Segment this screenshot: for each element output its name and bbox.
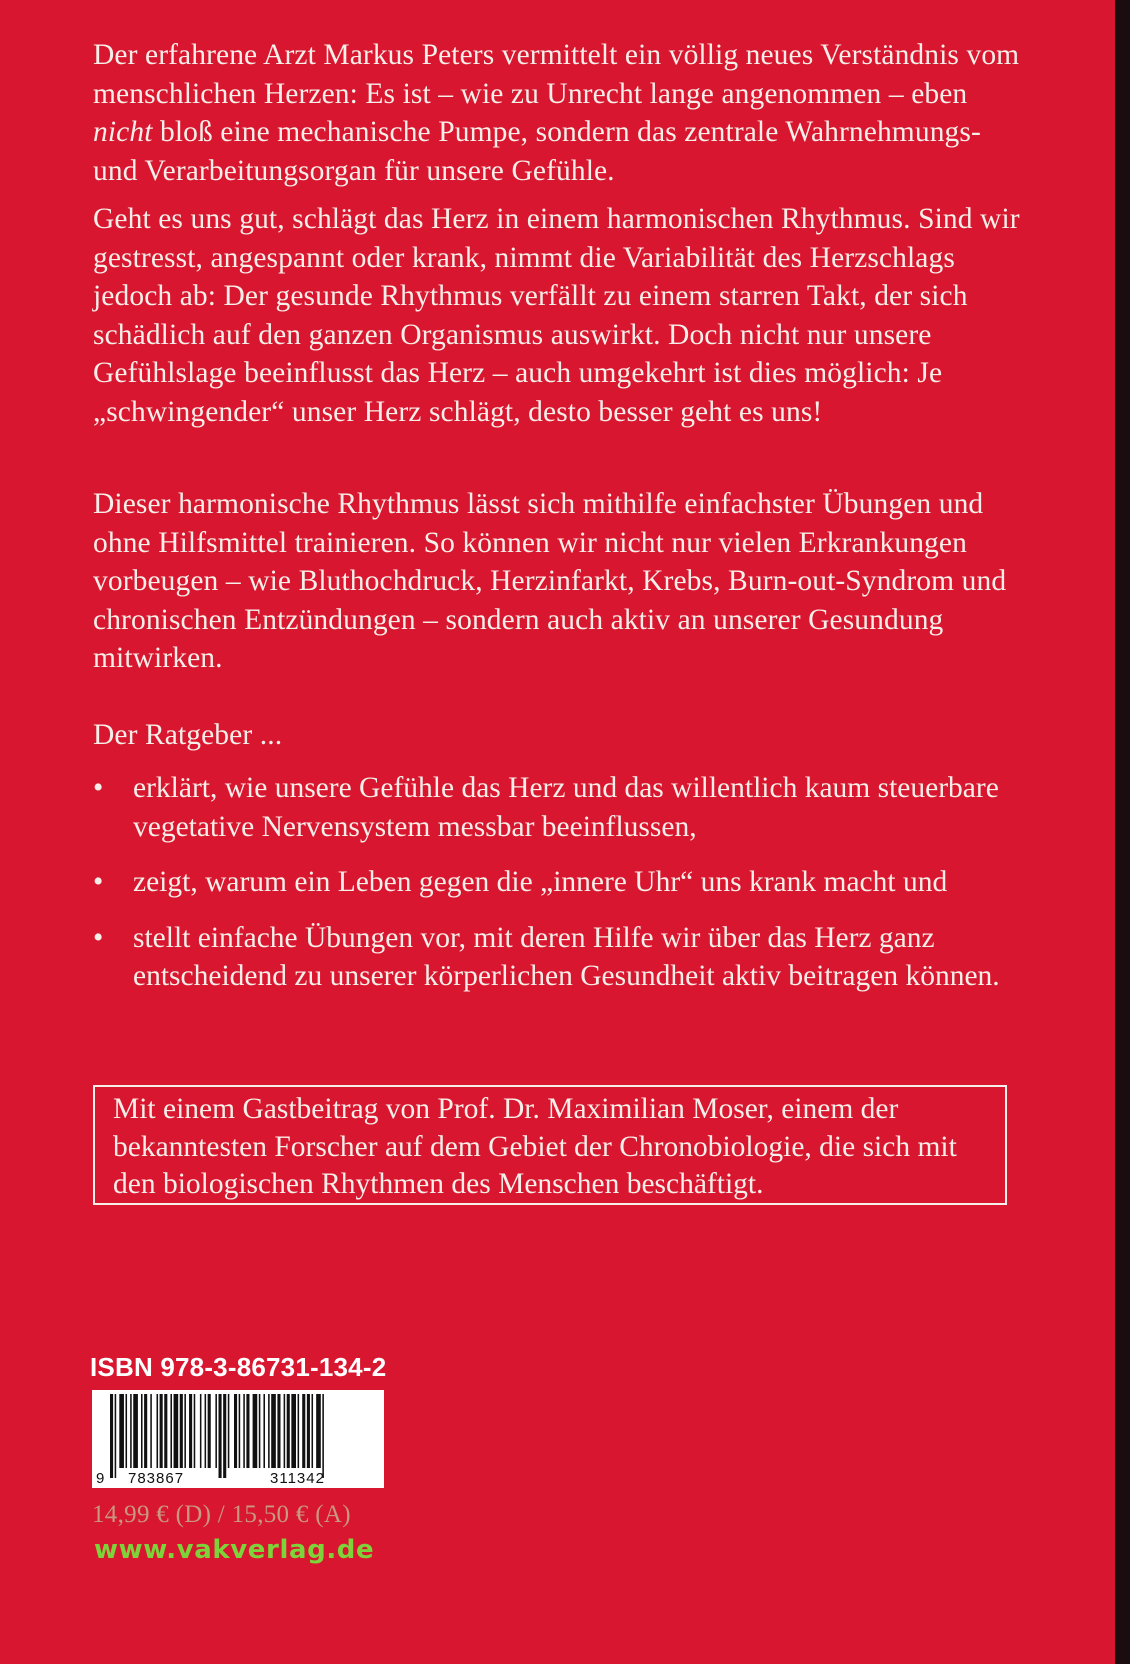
barcode-bar xyxy=(243,1394,245,1468)
barcode-bar xyxy=(150,1394,152,1468)
barcode-bar xyxy=(133,1394,138,1468)
website-url: www.vakverlag.de xyxy=(94,1535,375,1565)
guest-contribution-text: Mit einem Gastbeitrag von Prof. Dr. Maximilian Moser, einem der bekanntesten Forscher auf dem Gebiet der Chronobiologie, die sich mit den biologischen Rhythmen des Menschen beschäftigt. xyxy=(113,1093,957,1200)
barcode-bar xyxy=(287,1394,290,1468)
barcode-bar xyxy=(246,1394,249,1468)
bullet-icon: • xyxy=(93,921,104,954)
list-item-text: stellt einfache Übungen vor, mit deren Hilfe wir über das Herz ganz entscheidend zu unserer körperlichen Gesundheit aktiv beitragen können. xyxy=(133,921,1000,993)
barcode-digits-right: 311342 xyxy=(270,1470,325,1487)
intro-text-start: Der erfahrene Arzt Markus Peters vermittelt ein völlig neues Verständnis vom menschlichen Herzen: Es ist – wie zu Unrecht lange angenommen – eben xyxy=(93,39,1020,110)
barcode-bar xyxy=(164,1394,167,1468)
barcode-bar xyxy=(223,1394,226,1478)
list-item-text: erklärt, wie unsere Gefühle das Herz und das willentlich kaum steuerbare vegetative Nervensystem messbar beeinflussen, xyxy=(133,772,999,843)
barcode-bar xyxy=(141,1394,143,1468)
barcode-bar xyxy=(119,1394,124,1468)
barcode-bar xyxy=(284,1394,286,1468)
barcode-bar xyxy=(194,1394,196,1468)
barcode-bar xyxy=(219,1394,222,1478)
barcode-bar xyxy=(144,1394,147,1468)
price-label: 14,99 € (D) / 15,50 € (A) xyxy=(92,1501,351,1528)
barcode-bar xyxy=(174,1394,179,1468)
intro-text-end: bloß eine mechanische Pumpe, sondern das zentrale Wahrnehmungs- und Verarbeitungsorgan für unsere Gefühle. xyxy=(93,116,981,187)
barcode-bar xyxy=(234,1394,237,1468)
barcode-bar xyxy=(208,1394,211,1468)
barcode-bar xyxy=(312,1394,314,1468)
barcode-bar xyxy=(259,1394,261,1468)
barcode-bar xyxy=(298,1394,300,1468)
barcode-bar xyxy=(170,1394,172,1468)
barcode-bar xyxy=(130,1394,132,1468)
barcode-bar xyxy=(215,1394,217,1468)
barcode-bar xyxy=(239,1394,241,1468)
barcode-bar xyxy=(160,1394,163,1468)
barcode-bar xyxy=(253,1394,258,1468)
barcode-bar xyxy=(205,1394,207,1468)
barcode xyxy=(92,1390,384,1488)
list-item-text: zeigt, warum ein Leben gegen die „innere Uhr“ uns krank macht und xyxy=(133,866,948,899)
intro-paragraph xyxy=(93,36,1028,190)
barcode-bar xyxy=(189,1394,192,1468)
barcode-bar xyxy=(115,1394,117,1478)
barcode-bar xyxy=(302,1394,305,1468)
barcode-bar xyxy=(322,1394,324,1478)
training-paragraph: Dieser harmonische Rhythmus lässt sich mithilfe einfachster Übungen und ohne Hilfsmittel trainieren. So können wir nicht nur vielen Erkrankungen vorbeugen – wie Bluthochdruck, Herzinfarkt, Krebs, Burn-out-Syndrom und chronischen Entzündungen – sondern auch aktiv an unserer Gesundung mitwirken. xyxy=(93,488,1007,675)
barcode-bar xyxy=(184,1394,186,1468)
rhythm-paragraph: Geht es uns gut, schlägt das Herz in einem harmonischen Rhythmus. Sind wir gestresst, angespannt oder krank, nimmt die Variabilität des Herzschlags jedoch ab: Der gesunde Rhythmus verfällt zu einem starren Takt, der sich schädlich auf den ganzen Organismus auswirkt. Doch nicht nur unsere Gefühlslage beeinflusst das Herz – auch umgekehrt ist dies möglich: Je „schwingender“ unser Herz schlägt, desto besser geht es uns! xyxy=(93,203,1020,428)
barcode-bar xyxy=(110,1394,113,1478)
barcode-bar xyxy=(307,1394,310,1468)
barcode-bar xyxy=(277,1394,280,1468)
barcode-digit-lead: 9 xyxy=(96,1470,105,1487)
list-item xyxy=(93,769,1033,846)
bullet-icon: • xyxy=(93,866,104,899)
page-edge xyxy=(1115,0,1130,1664)
barcode-bar xyxy=(180,1394,183,1468)
barcode-bar xyxy=(268,1394,270,1468)
barcode-bar xyxy=(126,1394,128,1468)
barcode-bar xyxy=(200,1394,202,1468)
barcode-digits-left: 783867 xyxy=(128,1470,185,1487)
intro-emphasis: nicht xyxy=(93,116,153,149)
barcode-bar xyxy=(271,1394,276,1468)
barcode-bar xyxy=(263,1394,265,1468)
list-item xyxy=(93,863,1033,902)
barcode-bar xyxy=(291,1394,296,1468)
barcode-bar xyxy=(228,1394,230,1468)
isbn-label: ISBN 978-3-86731-134-2 xyxy=(90,1352,387,1382)
list-item xyxy=(93,919,1033,996)
guest-contribution-box xyxy=(93,1085,1007,1205)
bullet-icon: • xyxy=(93,772,104,804)
feature-list xyxy=(93,769,1033,1013)
barcode-bar xyxy=(316,1394,321,1468)
ratgeber-intro: Der Ratgeber ... xyxy=(93,719,283,751)
barcode-icon xyxy=(92,1390,384,1488)
barcode-bar xyxy=(157,1394,159,1468)
